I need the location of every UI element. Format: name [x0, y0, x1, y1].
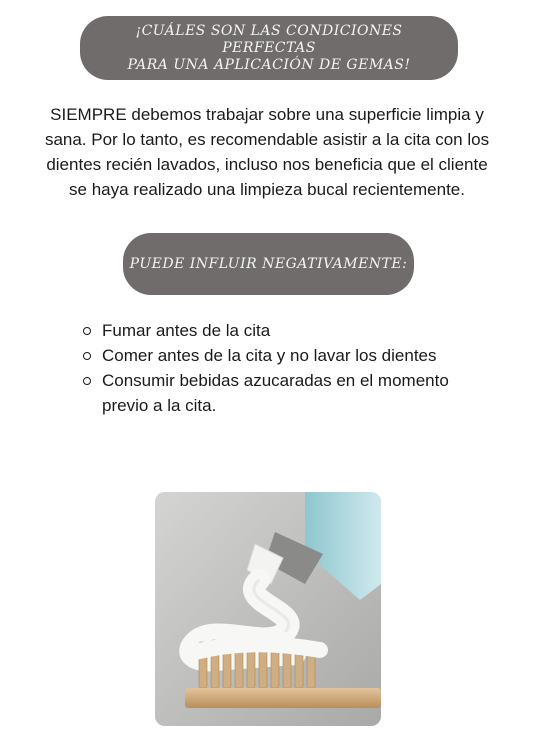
subtitle-banner — [123, 233, 414, 295]
list-item: Comer antes de la cita y no lavar los dientes — [80, 343, 480, 368]
brush-handle — [185, 688, 381, 708]
list-item: Fumar antes de la cita — [80, 318, 480, 343]
list-item: Consumir bebidas azucaradas en el momento previo a la cita. — [80, 368, 480, 418]
title-line-2: PARA UNA APLICACIÓN DE GEMAS! — [127, 56, 411, 73]
title-banner — [80, 16, 458, 80]
subtitle-text: PUEDE INFLUIR NEGATIVAMENTE: — [129, 256, 408, 272]
toothpaste-photo — [155, 492, 381, 726]
toothpaste-illustration — [155, 492, 381, 726]
intro-paragraph: SIEMPRE debemos trabajar sobre una superficie limpia y sana. Por lo tanto, es recomendable asistir a la cita con los dientes recién lavados, incluso nos beneficia que el cliente se haya realizado una limpieza bucal recientemente. — [44, 105, 490, 199]
negative-factors-list — [80, 318, 480, 418]
title-line-1: ¡CUÁLES SON LAS CONDICIONES PERFECTAS — [135, 22, 403, 56]
